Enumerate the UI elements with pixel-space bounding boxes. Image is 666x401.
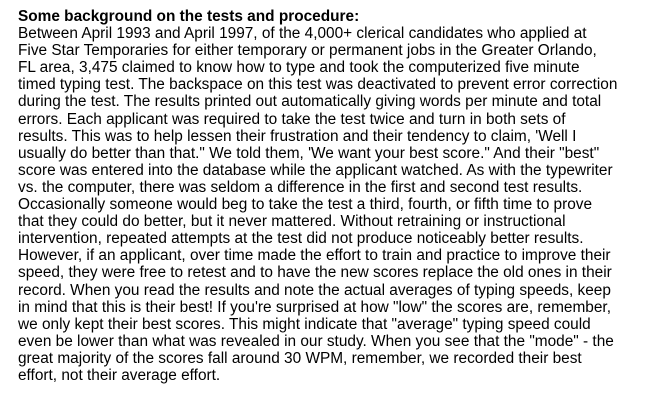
body-line: score was entered into the database while the applicant watched. As with the typewriter xyxy=(18,161,613,179)
body-line: that they could do better, but it never mattered. Without retraining or instructional xyxy=(18,213,566,231)
body-line: intervention, repeated attempts at the test did not produce noticeably better results. xyxy=(18,230,584,248)
body-line: effort, not their average effort. xyxy=(18,366,221,384)
section-heading: Some background on the tests and procedure: xyxy=(18,8,360,25)
body-line: during the test. The results printed out automatically giving words per minute and total xyxy=(18,93,602,111)
body-line: Five Star Temporaries for either temporary or permanent jobs in the Greater Orlando, xyxy=(18,42,597,60)
body-line: FL area, 3,475 claimed to know how to type and took the computerized five minute xyxy=(18,59,580,77)
body-line: Occasionally someone would beg to take the test a third, fourth, or fifth time to prove xyxy=(18,196,593,214)
body-line: record. When you read the results and note the actual averages of typing speeds, keep xyxy=(18,281,611,299)
body-line: speed, they were free to retest and to have the new scores replace the old ones in their xyxy=(18,264,612,282)
document-body xyxy=(18,8,658,384)
body-line: errors. Each applicant was required to take the test twice and turn in both sets of xyxy=(18,110,566,128)
body-line: results. This was to help lessen their frustration and their tendency to claim, 'Well I xyxy=(18,127,577,145)
body-line: even be lower than what was revealed in our study. When you see that the "mode" - the xyxy=(18,332,614,350)
body-line: in mind that this is their best! If you're surprised at how "low" the scores are, remember, xyxy=(18,298,611,316)
body-line: we only kept their best scores. This might indicate that "average" typing speed could xyxy=(18,315,591,333)
body-line: However, if an applicant, over time made the effort to train and practice to improve their xyxy=(18,247,611,265)
body-line: vs. the computer, there was seldom a difference in the first and second test results. xyxy=(18,178,583,196)
body-line: usually do better than that." We told them, 'We want your best score." And their "best" xyxy=(18,144,600,162)
body-line: timed typing test. The backspace on this test was deactivated to prevent error correction xyxy=(18,76,618,94)
body-line: great majority of the scores fall around 30 WPM, remember, we recorded their best xyxy=(18,349,582,367)
body-line: Between April 1993 and April 1997, of the 4,000+ clerical candidates who applied at xyxy=(18,25,587,43)
